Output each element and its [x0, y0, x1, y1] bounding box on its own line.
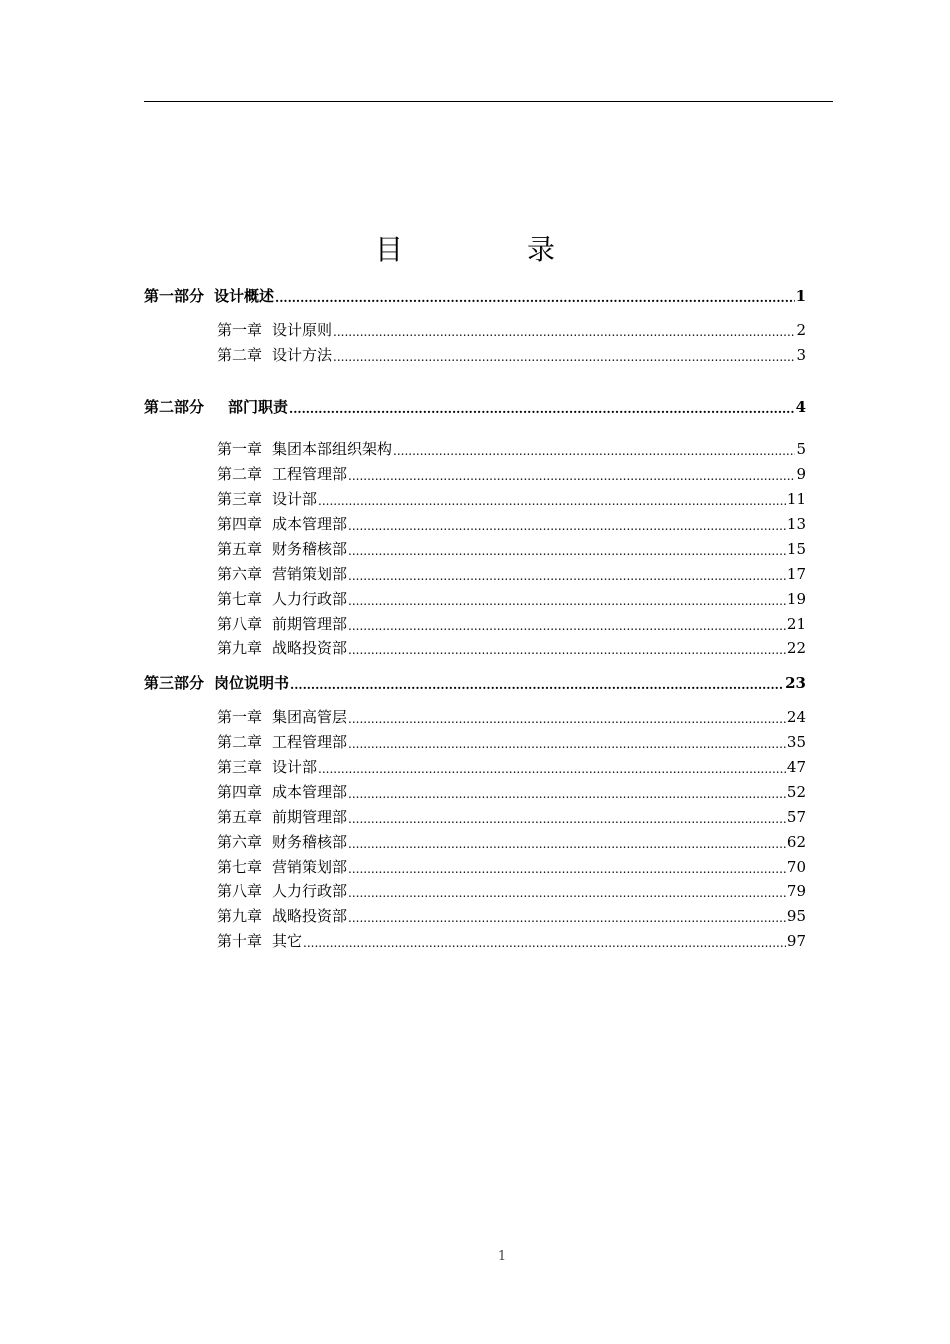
chapter-title: 工程管理部: [272, 733, 348, 751]
part-number: 第一部分: [144, 287, 205, 305]
chapter-title: 营销策划部: [272, 858, 348, 876]
dot-leader: [348, 857, 786, 877]
chapter-number: 第二章: [217, 465, 263, 483]
dot-leader: [348, 464, 795, 484]
chapter-title: 前期管理部: [272, 808, 348, 826]
toc-part-3[interactable]: [144, 673, 806, 693]
dot-leader: [333, 345, 795, 365]
toc-chapter[interactable]: [217, 707, 806, 727]
chapter-page: 70: [786, 858, 806, 876]
chapter-number: 第七章: [217, 858, 263, 876]
chapter-title: 成本管理部: [272, 783, 348, 801]
part-page: 1: [795, 287, 806, 305]
chapter-number: 第二章: [217, 733, 263, 751]
chapter-title: 其它: [272, 932, 303, 950]
dot-leader: [290, 673, 784, 693]
footer-page-number: 1: [497, 1249, 507, 1264]
chapter-title: 设计部: [272, 758, 318, 776]
part-page: 4: [795, 398, 806, 416]
part-number: 第二部分: [144, 398, 205, 416]
dot-leader: [393, 439, 795, 459]
chapter-title: 人力行政部: [272, 882, 348, 900]
chapter-page: 24: [786, 708, 806, 726]
chapter-page: 35: [786, 733, 806, 751]
part-page: 23: [785, 674, 806, 692]
chapter-number: 第九章: [217, 907, 263, 925]
chapter-page: 95: [786, 907, 806, 925]
toc-chapter[interactable]: [217, 489, 806, 509]
dot-leader: [348, 539, 786, 559]
chapter-page: 15: [786, 540, 806, 558]
chapter-title: 成本管理部: [272, 515, 348, 533]
toc-chapter[interactable]: [217, 589, 806, 609]
chapter-number: 第三章: [217, 490, 263, 508]
chapter-page: 9: [796, 465, 806, 483]
toc-chapter[interactable]: [217, 539, 806, 559]
chapter-number: 第一章: [217, 321, 263, 339]
dot-leader: [348, 564, 786, 584]
chapter-page: 52: [786, 783, 806, 801]
chapter-page: 2: [796, 321, 806, 339]
toc-chapter[interactable]: [217, 614, 806, 634]
toc-chapter[interactable]: [217, 464, 806, 484]
chapter-number: 第三章: [217, 758, 263, 776]
dot-leader: [348, 807, 786, 827]
toc-part-1[interactable]: [144, 286, 806, 306]
dot-leader: [348, 707, 786, 727]
toc-chapter[interactable]: [217, 757, 806, 777]
toc-chapter[interactable]: [217, 732, 806, 752]
chapter-number: 第九章: [217, 639, 263, 657]
dot-leader: [348, 589, 786, 609]
dot-leader: [348, 782, 786, 802]
chapter-title: 战略投资部: [272, 639, 348, 657]
dot-leader: [348, 881, 786, 901]
toc-chapter[interactable]: [217, 320, 806, 340]
dot-leader: [318, 489, 786, 509]
toc-chapter[interactable]: [217, 807, 806, 827]
chapter-title: 集团本部组织架构: [272, 440, 393, 458]
chapter-title: 工程管理部: [272, 465, 348, 483]
toc-chapter[interactable]: [217, 345, 806, 365]
part-title: 岗位说明书: [214, 674, 290, 692]
toc-chapter[interactable]: [217, 906, 806, 926]
dot-leader: [303, 931, 786, 951]
chapter-page: 3: [796, 346, 806, 364]
part-number: 第三部分: [144, 674, 205, 692]
chapter-number: 第八章: [217, 615, 263, 633]
toc-chapter[interactable]: [217, 857, 806, 877]
chapter-page: 17: [786, 565, 806, 583]
chapter-number: 第五章: [217, 540, 263, 558]
dot-leader: [333, 320, 795, 340]
dot-leader: [348, 906, 786, 926]
toc-chapter[interactable]: [217, 439, 806, 459]
dot-leader: [275, 286, 795, 306]
dot-leader: [318, 757, 786, 777]
toc-title: 目 录: [374, 233, 603, 266]
chapter-title: 财务稽核部: [272, 540, 348, 558]
chapter-number: 第四章: [217, 515, 263, 533]
dot-leader: [348, 832, 786, 852]
chapter-title: 设计原则: [272, 321, 333, 339]
chapter-number: 第二章: [217, 346, 263, 364]
chapter-page: 5: [796, 440, 806, 458]
chapter-page: 19: [786, 590, 806, 608]
dot-leader: [348, 514, 786, 534]
chapter-number: 第一章: [217, 440, 263, 458]
dot-leader: [348, 614, 786, 634]
chapter-page: 21: [786, 615, 806, 633]
chapter-page: 22: [786, 639, 806, 657]
toc-chapter[interactable]: [217, 638, 806, 658]
chapter-page: 62: [786, 833, 806, 851]
toc-chapter[interactable]: [217, 514, 806, 534]
chapter-title: 集团高管层: [272, 708, 348, 726]
chapter-page: 79: [786, 882, 806, 900]
chapter-title: 营销策划部: [272, 565, 348, 583]
chapter-title: 人力行政部: [272, 590, 348, 608]
chapter-number: 第六章: [217, 833, 263, 851]
chapter-number: 第六章: [217, 565, 263, 583]
dot-leader: [289, 397, 795, 417]
chapter-number: 第五章: [217, 808, 263, 826]
chapter-page: 13: [786, 515, 806, 533]
chapter-number: 第四章: [217, 783, 263, 801]
toc-chapter[interactable]: [217, 832, 806, 852]
chapter-title: 战略投资部: [272, 907, 348, 925]
toc-part-2[interactable]: [144, 397, 806, 417]
chapter-number: 第十章: [217, 932, 263, 950]
toc-chapter[interactable]: [217, 881, 806, 901]
chapter-page: 47: [786, 758, 806, 776]
toc-chapter[interactable]: [217, 931, 806, 951]
chapter-title: 财务稽核部: [272, 833, 348, 851]
chapter-title: 设计部: [272, 490, 318, 508]
chapter-title: 设计方法: [272, 346, 333, 364]
chapter-page: 57: [786, 808, 806, 826]
chapter-title: 前期管理部: [272, 615, 348, 633]
header-rule: [144, 101, 833, 102]
part-title: 部门职责: [228, 398, 289, 416]
dot-leader: [348, 732, 786, 752]
part-title: 设计概述: [214, 287, 275, 305]
chapter-number: 第七章: [217, 590, 263, 608]
toc-chapter[interactable]: [217, 782, 806, 802]
chapter-number: 第八章: [217, 882, 263, 900]
toc-chapter[interactable]: [217, 564, 806, 584]
chapter-page: 97: [786, 932, 806, 950]
chapter-page: 11: [786, 490, 806, 508]
dot-leader: [348, 638, 786, 658]
chapter-number: 第一章: [217, 708, 263, 726]
